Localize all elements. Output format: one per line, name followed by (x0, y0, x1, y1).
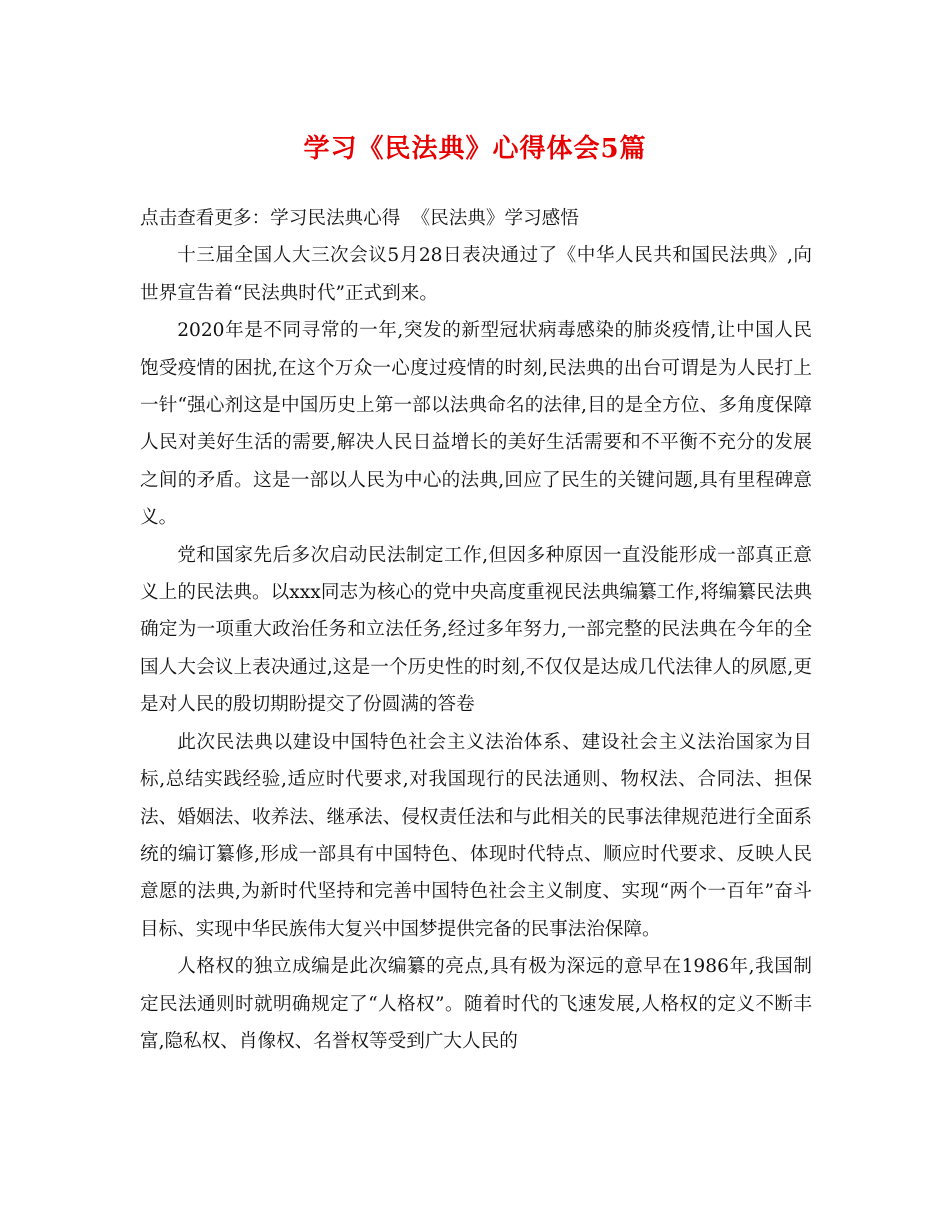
document-title: 学习《民法典》心得体会5篇 (303, 134, 647, 164)
paragraph-2: 2020年是不同寻常的一年,突发的新型冠状病毒感染的肺炎疫情,让中国人民饱受疫情的困扰,在这个万众一心度过疫情的时刻,民法典的出台可谓是为人民打上一针“强心剂这是中国历史上第一部以法典命名的法律,目的是全方位、多角度保障人民对美好生活的需要,解决人民日益增长的美好生活需要和不平衡不充分的发展之间的矛盾。这是一部以人民为中心的法典,回应了民生的关键问题,具有里程碑意义。 (140, 320, 812, 529)
paragraph-3: 党和国家先后多次启动民法制定工作,但因多种原因一直没能形成一部真正意义上的民法典。以xxx同志为核心的党中央高度重视民法典编纂工作,将编纂民法典确定为一项重大政治任务和立法任务,经过多年努力,一部完整的民法典在今年的全国人大会议上表决通过,这是一个历史性的时刻,不仅仅是达成几代法律人的夙愿,更是对人民的殷切期盼提交了份圆满的答卷 (140, 544, 812, 716)
link-civil-code-insights[interactable]: 《民法典》学习感悟 (411, 208, 579, 229)
more-prefix: 点击查看更多： (140, 208, 271, 229)
paragraph-5: 人格权的独立成编是此次编纂的亮点,具有极为深远的意早在1986年,我国制定民法通则时就明确规定了“人格权”。随着时代的飞速发展,人格权的定义不断丰富,隐私权、肖像权、名誉权等受到广大人民的 (140, 956, 812, 1052)
document-body (140, 200, 812, 1060)
link-study-civil-code-notes[interactable]: 学习民法典心得 (270, 208, 401, 229)
more-links-line (140, 200, 812, 237)
paragraph-4: 此次民法典以建设中国特色社会主义法治体系、建设社会主义法治国家为目标,总结实践经验,适应时代要求,对我国现行的民法通则、物权法、合同法、担保法、婚姻法、收养法、继承法、侵权责任法和与此相关的民事法律规范进行全面系统的编订纂修,形成一部具有中国特色、体现时代特点、顺应时代要求、反映人民意愿的法典,为新时代坚持和完善中国特色社会主义制度、实现“两个一百年”奋斗目标、实现中华民族伟大复兴中国梦提供完备的民事法治保障。 (140, 731, 812, 940)
paragraph-1: 十三届全国人大三次会议5月28日表决通过了《中华人民共和国民法典》,向世界宣告着“民法典时代”正式到来。 (140, 245, 812, 304)
